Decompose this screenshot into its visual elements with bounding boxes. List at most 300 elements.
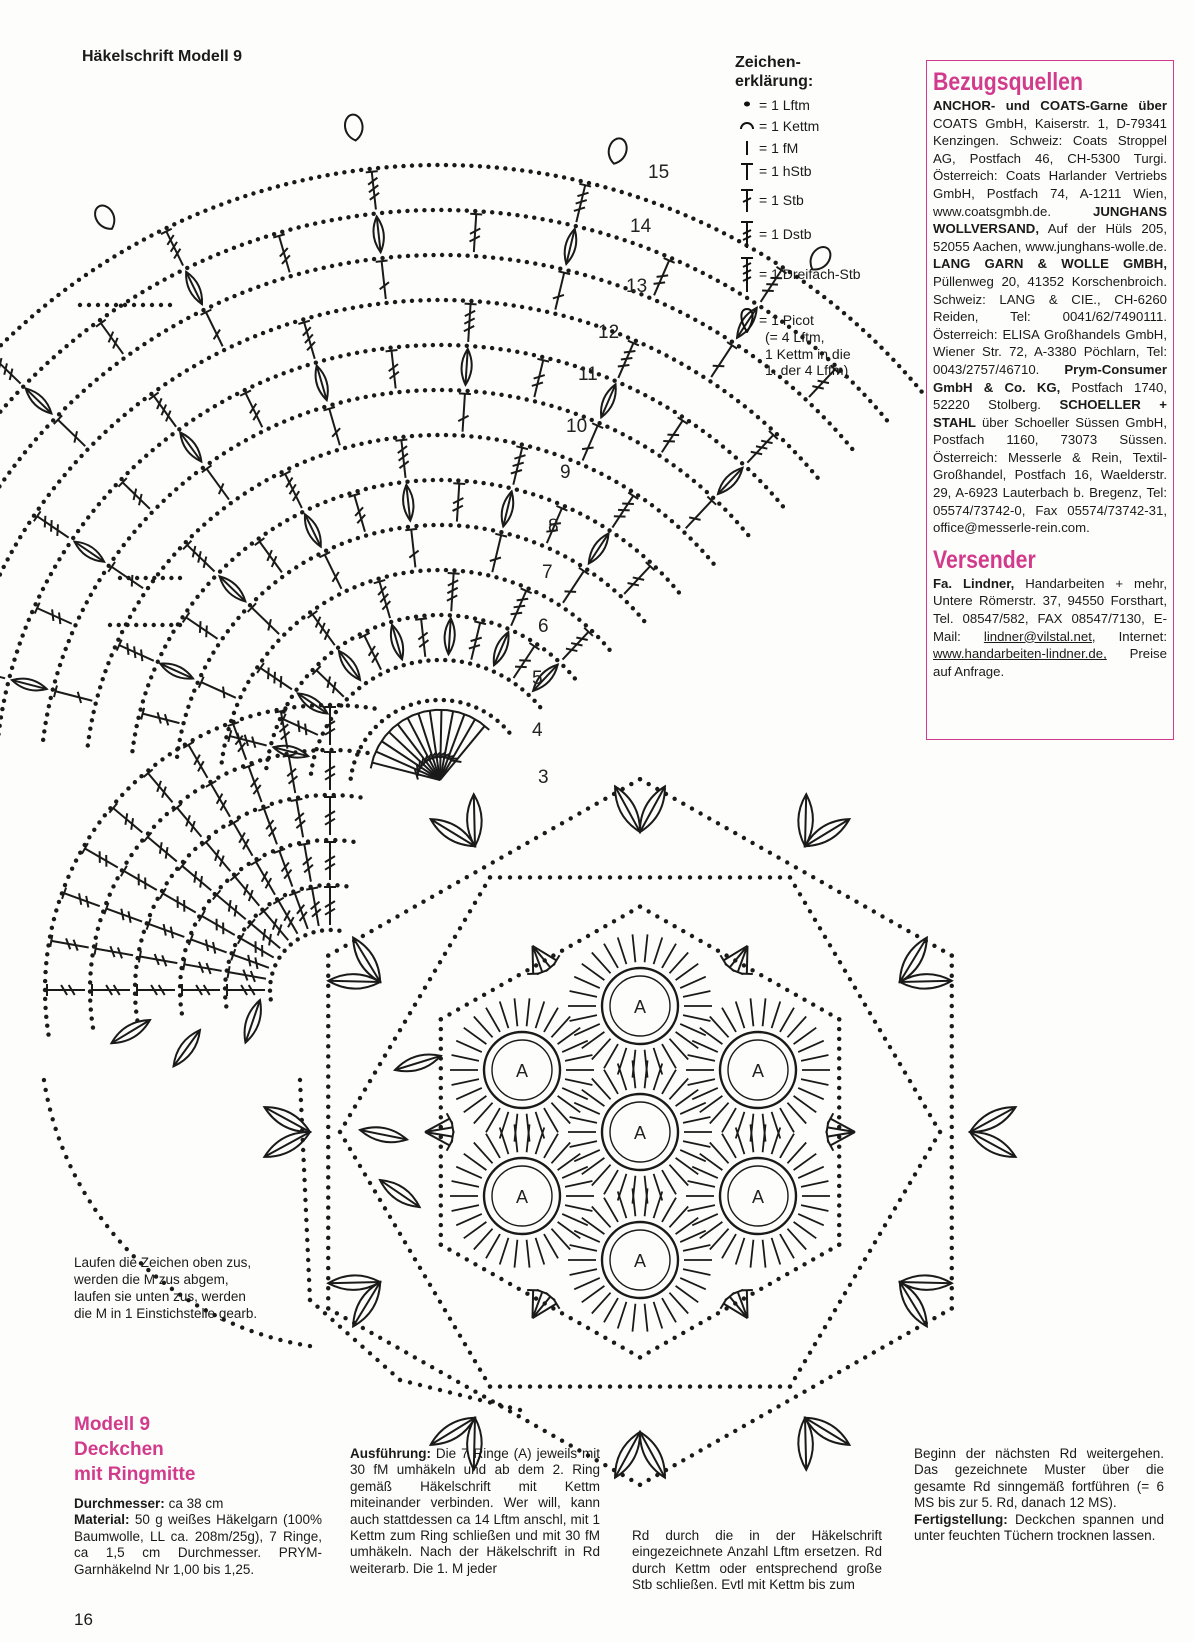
- chain-stitch: [326, 1084, 330, 1088]
- leaf-vein: [180, 432, 201, 461]
- chain-stitch: [448, 478, 452, 482]
- chain-stitch: [611, 187, 615, 191]
- chain-stitch: [491, 391, 495, 395]
- chain-stitch: [237, 341, 241, 345]
- stitch-bar: [86, 896, 88, 907]
- chain-stitch: [63, 406, 67, 410]
- chain-stitch: [216, 252, 220, 256]
- chain-stitch: [528, 306, 532, 310]
- chain-stitch: [658, 1384, 662, 1388]
- chain-stitch: [305, 223, 309, 227]
- chain-stitch: [490, 482, 494, 486]
- stitch: [281, 714, 318, 735]
- chain-stitch: [638, 244, 642, 248]
- chain-stitch: [438, 1388, 442, 1392]
- chain-stitch: [586, 1326, 590, 1330]
- chain-stitch: [338, 216, 342, 220]
- stitch-bar: [141, 650, 142, 662]
- chain-stitch: [164, 328, 168, 332]
- chain-stitch: [468, 661, 472, 665]
- chain-stitch: [114, 303, 118, 307]
- chain-stitch: [418, 659, 422, 663]
- chain-stitch: [820, 1380, 824, 1384]
- chain-stitch: [794, 1394, 798, 1398]
- chain-stitch: [43, 997, 47, 1001]
- chain-stitch: [288, 1340, 292, 1344]
- chain-stitch: [97, 502, 101, 506]
- chain-stitch: [827, 421, 831, 425]
- chain-stitch: [57, 900, 61, 904]
- stitch: [248, 603, 279, 634]
- ring-stitch: [683, 991, 710, 997]
- chain-stitch: [139, 938, 143, 942]
- chain-stitch: [27, 521, 31, 525]
- chain-stitch: [105, 1224, 109, 1228]
- chain-stitch: [184, 713, 188, 717]
- chain-stitch: [178, 738, 182, 742]
- ring-stitch: [604, 944, 618, 968]
- chain-stitch: [294, 688, 298, 692]
- chain-stitch: [132, 465, 136, 469]
- leaf-vein: [380, 1180, 420, 1207]
- chain-stitch: [112, 254, 116, 258]
- chain-stitch: [433, 698, 437, 702]
- chain-stitch: [298, 1088, 302, 1092]
- chain-stitch: [112, 308, 116, 312]
- chain-stitch: [743, 404, 747, 408]
- ring-stitch: [618, 1302, 627, 1329]
- chain-stitch: [643, 498, 647, 502]
- chain-stitch: [492, 670, 496, 674]
- chain-stitch: [410, 570, 414, 574]
- chain-stitch: [102, 571, 106, 575]
- chain-stitch: [246, 680, 250, 684]
- chain-stitch: [85, 600, 89, 604]
- stitch: [306, 888, 321, 926]
- stitch-top: [495, 534, 507, 537]
- ring-stitch: [772, 1128, 781, 1155]
- chain-stitch: [668, 1384, 672, 1388]
- chain-stitch: [915, 1326, 919, 1330]
- chain-stitch: [289, 274, 293, 278]
- chain-stitch: [528, 638, 532, 642]
- chain-stitch: [144, 576, 148, 580]
- chain-stitch: [418, 1266, 422, 1270]
- chain-stitch: [512, 303, 516, 307]
- chain-stitch: [595, 183, 599, 187]
- chain-stitch: [808, 909, 812, 913]
- stitch: [35, 603, 72, 624]
- chain-stitch: [676, 210, 680, 214]
- stitch-bar: [4, 363, 7, 374]
- chain-stitch: [369, 929, 373, 933]
- stitch-bar: [268, 668, 269, 680]
- chain-stitch: [532, 216, 536, 220]
- row-number: 12: [598, 322, 620, 343]
- chain-stitch: [2, 565, 6, 569]
- chain-stitch: [636, 440, 640, 444]
- ring-stitch: [700, 1154, 723, 1170]
- chain-stitch: [499, 855, 503, 859]
- chain-stitch: [193, 922, 197, 926]
- chain-stitch: [105, 313, 109, 317]
- chain-stitch: [88, 998, 92, 1002]
- lindner-website-link[interactable]: www.handarbeiten-lindner.de,: [933, 646, 1107, 662]
- ring-stitch: [574, 1278, 600, 1289]
- stitch: [149, 392, 176, 426]
- chain-stitch: [750, 1292, 754, 1296]
- chain-stitch: [288, 227, 292, 231]
- chain-stitch: [438, 960, 442, 964]
- chain-stitch: [672, 797, 676, 801]
- chain-stitch: [488, 1400, 492, 1404]
- ring-stitch: [787, 1142, 806, 1163]
- chain-stitch: [414, 343, 418, 347]
- chain-stitch: [465, 1002, 469, 1006]
- chain-stitch: [649, 346, 653, 350]
- chain-stitch: [394, 666, 398, 670]
- chain-stitch: [351, 444, 355, 448]
- chain-stitch: [146, 586, 150, 590]
- chain-stitch: [484, 666, 488, 670]
- chain-stitch: [184, 422, 188, 426]
- chain-stitch: [122, 543, 126, 547]
- chain-stitch: [560, 1439, 564, 1443]
- ring-stitch: [456, 1214, 482, 1225]
- ring-stitch: [680, 977, 706, 988]
- stitch: [47, 984, 85, 996]
- page-title: Häkelschrift Modell 9: [82, 48, 243, 65]
- chain-stitch: [364, 487, 368, 491]
- stitch: [747, 431, 777, 463]
- chain-stitch: [389, 620, 393, 624]
- chain-stitch: [326, 1205, 330, 1209]
- chain-stitch: [127, 246, 131, 250]
- stitch-bar: [657, 275, 669, 277]
- stitch-bar: [59, 612, 60, 624]
- chain-stitch: [226, 629, 230, 633]
- chain-stitch: [698, 875, 702, 879]
- chain-stitch: [443, 658, 447, 662]
- chain-stitch: [443, 952, 447, 956]
- stitch: [453, 483, 466, 521]
- chain-stitch: [99, 1216, 103, 1220]
- stitch-bar: [193, 546, 196, 557]
- chain-stitch: [326, 1185, 330, 1189]
- chain-stitch: [380, 719, 384, 723]
- stitch-bar: [582, 448, 594, 450]
- chain-stitch: [556, 603, 560, 607]
- chain-stitch: [486, 300, 490, 304]
- chain-stitch: [54, 908, 58, 912]
- chain-stitch: [203, 665, 207, 669]
- chain-stitch: [614, 533, 618, 537]
- chain-stitch: [265, 652, 269, 656]
- chain-stitch: [758, 875, 762, 879]
- chain-stitch: [545, 310, 549, 314]
- chain-stitch: [941, 1311, 945, 1315]
- chain-stitch: [278, 1338, 282, 1342]
- chain-stitch: [367, 167, 371, 171]
- chain-stitch: [804, 463, 808, 467]
- ring-stitch: [464, 1096, 487, 1112]
- chain-stitch: [848, 1283, 852, 1287]
- chain-stitch: [592, 572, 596, 576]
- chain-stitch: [338, 262, 342, 266]
- chain-stitch: [283, 893, 287, 897]
- chain-stitch: [408, 1249, 412, 1253]
- chain-stitch: [885, 418, 889, 422]
- chain-stitch: [681, 929, 685, 933]
- ring-label: A: [633, 997, 647, 1017]
- chain-stitch: [599, 472, 603, 476]
- chain-stitch: [837, 1027, 841, 1031]
- ring-stitch: [787, 1103, 806, 1124]
- chain-stitch: [838, 960, 842, 964]
- chain-stitch: [312, 755, 316, 759]
- chain-stitch: [758, 479, 762, 483]
- chain-stitch: [307, 1288, 311, 1292]
- chain-stitch: [950, 1185, 954, 1189]
- ring-stitch: [452, 1205, 479, 1211]
- chain-stitch: [483, 1376, 487, 1380]
- stitch-post: [382, 741, 440, 780]
- chain-stitch: [577, 811, 581, 815]
- chain-stitch: [517, 973, 521, 977]
- ring-stitch: [544, 1008, 558, 1032]
- stitch: [228, 820, 252, 856]
- chain-stitch: [711, 562, 715, 566]
- chain-stitch: [133, 732, 137, 736]
- leaf-vein: [718, 468, 743, 494]
- chain-stitch: [660, 571, 664, 575]
- legend-item-label: = 1 hStb: [759, 162, 812, 179]
- chain-stitch: [448, 943, 452, 947]
- chain-stitch: [4, 403, 8, 407]
- chain-stitch: [764, 485, 768, 489]
- chain-stitch: [785, 1272, 789, 1276]
- chain-stitch: [564, 607, 568, 611]
- leaf-vein: [805, 794, 806, 846]
- chain-stitch: [802, 1262, 806, 1266]
- stitch-bar: [248, 955, 250, 966]
- chain-stitch: [393, 1223, 397, 1227]
- chain-stitch: [734, 455, 738, 459]
- chain-stitch: [200, 259, 204, 263]
- chain-stitch: [785, 860, 789, 864]
- stitch-bar: [621, 358, 633, 360]
- chain-stitch: [33, 372, 37, 376]
- chain-stitch: [528, 169, 532, 173]
- chain-stitch: [802, 870, 806, 874]
- chain-stitch: [149, 675, 153, 679]
- chain-stitch: [313, 268, 317, 272]
- stitch-bar: [171, 927, 173, 938]
- ring-stitch: [565, 1055, 592, 1061]
- stitch-post: [206, 842, 230, 871]
- chain-stitch: [53, 1127, 57, 1131]
- chain-stitch: [525, 841, 529, 845]
- chain-stitch: [326, 1165, 330, 1169]
- stitch-post: [686, 501, 712, 529]
- chain-stitch: [397, 345, 401, 349]
- ring-stitch: [592, 1078, 611, 1099]
- chain-stitch: [584, 464, 588, 468]
- chain-stitch: [508, 1282, 512, 1286]
- chain-stitch: [91, 509, 95, 513]
- chain-stitch: [132, 303, 136, 307]
- chain-stitch: [837, 1213, 841, 1217]
- chain-stitch: [718, 1384, 722, 1388]
- chain-stitch: [290, 416, 294, 420]
- chain-stitch: [548, 357, 552, 361]
- sources-heading: Bezugsquellen: [933, 68, 1083, 96]
- chain-stitch: [160, 757, 164, 761]
- chain-stitch: [433, 1291, 437, 1295]
- chain-stitch: [465, 1257, 469, 1261]
- ring-stitch: [798, 1214, 824, 1225]
- chain-stitch: [625, 600, 629, 604]
- chain-stitch: [602, 641, 606, 645]
- chain-stitch: [778, 875, 782, 879]
- chain-stitch: [28, 444, 32, 448]
- chain-stitch: [586, 515, 590, 519]
- chain-stitch: [345, 1331, 349, 1335]
- chain-stitch: [414, 614, 418, 618]
- chain-stitch: [889, 919, 893, 923]
- chain-stitch: [155, 505, 159, 509]
- chain-stitch: [497, 623, 501, 627]
- chain-stitch: [638, 875, 642, 879]
- chain-stitch: [338, 748, 342, 752]
- chain-stitch: [355, 351, 359, 355]
- chain-stitch: [837, 1076, 841, 1080]
- chain-stitch: [179, 729, 183, 733]
- stitch-top: [516, 446, 528, 449]
- chain-stitch: [837, 1154, 841, 1158]
- chain-stitch: [298, 1342, 302, 1346]
- model-title: Modell 9 Deckchen mit Ringmitte: [74, 1414, 196, 1485]
- chain-stitch: [177, 270, 181, 274]
- stitch-bar: [305, 724, 306, 736]
- chain-stitch: [181, 721, 185, 725]
- chain-stitch: [63, 288, 67, 292]
- chain-stitch: [235, 392, 239, 396]
- chain-stitch: [264, 478, 268, 482]
- chain-stitch: [517, 1414, 521, 1418]
- stitch: [298, 321, 315, 359]
- chain-stitch: [285, 702, 289, 706]
- chain-stitch: [590, 418, 594, 422]
- chain-stitch: [300, 178, 304, 182]
- ring-stitch: [780, 1134, 794, 1158]
- chain-stitch: [264, 235, 268, 239]
- ring-stitch: [654, 1048, 663, 1075]
- chain-stitch: [111, 557, 115, 561]
- chain-stitch: [57, 1136, 61, 1140]
- chain-stitch: [345, 589, 349, 593]
- stitch: [312, 666, 343, 697]
- chain-stitch: [573, 364, 577, 368]
- chain-stitch: [465, 1385, 469, 1389]
- chain-line: [439, 904, 643, 1021]
- chain-stitch: [618, 1384, 622, 1388]
- chain-stitch: [872, 1350, 876, 1354]
- chain-stitch: [201, 588, 205, 592]
- stitch-bar: [235, 905, 237, 917]
- chain-stitch: [427, 163, 431, 167]
- chain-stitch: [458, 1333, 462, 1337]
- chain-stitch: [397, 209, 401, 213]
- chain-stitch: [274, 423, 278, 427]
- chain-stitch: [157, 333, 161, 337]
- chain-stitch: [524, 214, 528, 218]
- chain-stitch: [729, 514, 733, 518]
- chain-stitch: [226, 727, 230, 731]
- chain-stitch: [349, 777, 353, 781]
- chain-stitch: [266, 426, 270, 430]
- chain-stitch: [571, 558, 575, 562]
- chain-stitch: [326, 953, 330, 957]
- chain-stitch: [466, 702, 470, 706]
- chain-stitch: [495, 437, 499, 441]
- chain-stitch: [250, 384, 254, 388]
- stitch: [349, 494, 366, 532]
- chain-stitch: [202, 522, 206, 526]
- chain-stitch: [236, 496, 240, 500]
- chain-stitch: [888, 1215, 892, 1219]
- chain-stitch: [250, 672, 254, 676]
- chain-stitch: [242, 609, 246, 613]
- chain-stitch: [857, 386, 861, 390]
- ring-stitch: [500, 1128, 509, 1155]
- chain-stitch: [280, 575, 284, 579]
- chain-stitch: [215, 456, 219, 460]
- chain-stitch: [376, 438, 380, 442]
- chain-stitch: [287, 570, 291, 574]
- chain-stitch: [553, 312, 557, 316]
- chain-stitch: [594, 1331, 598, 1335]
- chain-stitch: [161, 565, 165, 569]
- chain-stitch: [863, 1257, 867, 1261]
- chain-stitch: [794, 865, 798, 869]
- chain-stitch: [664, 353, 668, 357]
- chain-stitch: [749, 410, 753, 414]
- stitch-post: [256, 862, 275, 895]
- stitch-post: [382, 261, 386, 299]
- ring-stitch: [582, 1032, 605, 1048]
- stitch-post: [563, 571, 584, 603]
- legend-item: [735, 97, 875, 114]
- chain-stitch: [120, 630, 124, 634]
- chain-line: [439, 1017, 443, 1247]
- lindner-email-link[interactable]: lindner@vilstal.net,: [983, 628, 1096, 644]
- chain-stitch: [673, 410, 677, 414]
- row-number: 14: [630, 216, 652, 237]
- chain-stitch: [491, 255, 495, 259]
- stitch: [511, 446, 528, 484]
- ring-stitch: [680, 1103, 706, 1114]
- chain-stitch: [301, 1158, 305, 1162]
- chain-stitch: [223, 723, 227, 727]
- chain-stitch: [452, 433, 456, 437]
- chain-stitch: [240, 291, 244, 295]
- chain-stitch: [740, 461, 744, 465]
- chain-stitch: [458, 700, 462, 704]
- chain-stitch: [868, 1249, 872, 1253]
- stitch-bar: [761, 441, 772, 443]
- chain-stitch: [469, 164, 473, 168]
